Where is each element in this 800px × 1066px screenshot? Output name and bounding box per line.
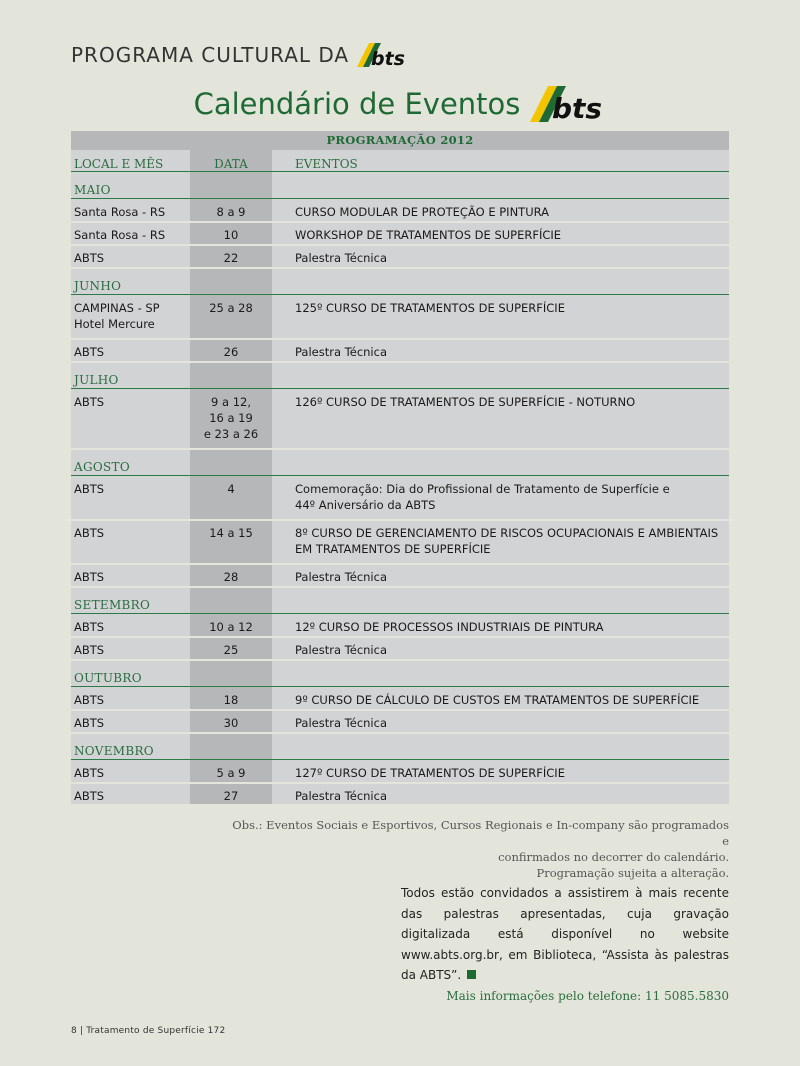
month-rule [71, 759, 729, 760]
row-local-line: ABTS [74, 482, 105, 496]
row-local-line: ABTS [74, 345, 105, 359]
row-event [295, 227, 727, 243]
row-date [190, 300, 272, 316]
row-date-line: 5 a 9 [216, 766, 246, 780]
row-separator [71, 563, 729, 565]
row-date-line: 10 [223, 228, 239, 242]
row-local [74, 204, 186, 220]
row-date [190, 344, 272, 360]
month-label: JULHO [74, 373, 119, 387]
row-local [74, 788, 186, 804]
row-local-line: ABTS [74, 620, 105, 634]
month-label: NOVEMBRO [74, 744, 154, 758]
row-event [295, 344, 727, 360]
row-local-line: ABTS [74, 789, 105, 803]
month-label: JUNHO [74, 279, 122, 293]
row-event [295, 204, 727, 220]
row-event-line: EM TRATAMENTOS DE SUPERFÍCIE [295, 542, 491, 556]
row-event-line: 126º CURSO DE TRATAMENTOS DE SUPERFÍCIE - NOTURNO [295, 395, 636, 409]
row-event-line: 12º CURSO DE PROCESSOS INDUSTRIAIS DE PINTURA [295, 620, 604, 634]
row-local-line: ABTS [74, 395, 105, 409]
row-event [295, 394, 727, 410]
title-row [0, 84, 800, 124]
row-event [295, 642, 727, 658]
row-date-line: 22 [223, 251, 239, 265]
obs-line: Obs.: Eventos Sociais e Esportivos, Cursos Regionais e In-company são programados e [232, 818, 729, 848]
column-header-eventos: EVENTOS [295, 157, 358, 171]
invitation-text: Todos estão convidados a assistirem à mais recente das palestras apresentadas, cuja gravação digitalizada está disponível no website www.abts.org.br, em Biblioteca, “Assista às palestras da ABTS”. [401, 886, 729, 982]
row-date [190, 692, 272, 708]
row-date-line: 10 a 12 [209, 620, 253, 634]
row-date-line: 4 [227, 482, 235, 496]
row-local [74, 765, 186, 781]
row-local [74, 715, 186, 731]
row-event [295, 525, 727, 557]
program-header-text: PROGRAMA CULTURAL DA [71, 43, 350, 67]
programacao-banner: PROGRAMAÇÃO 2012 [71, 131, 729, 150]
row-event-line: Comemoração: Dia do Profissional de Tratamento de Superfície e [295, 482, 670, 496]
row-local [74, 344, 186, 360]
month-label: MAIO [74, 183, 111, 197]
row-local [74, 250, 186, 266]
row-event-line: 9º CURSO DE CÁLCULO DE CUSTOS EM TRATAMENTOS DE SUPERFÍCIE [295, 693, 700, 707]
row-date-line: 28 [223, 570, 239, 584]
month-label: SETEMBRO [74, 598, 151, 612]
month-label: OUTUBRO [74, 671, 142, 685]
row-date-line: 9 a 12, [211, 395, 251, 409]
row-date [190, 765, 272, 781]
row-separator [71, 244, 729, 246]
row-local [74, 619, 186, 635]
row-local [74, 692, 186, 708]
row-event-line: Palestra Técnica [295, 716, 387, 730]
row-date [190, 227, 272, 243]
row-date [190, 569, 272, 585]
row-date [190, 619, 272, 635]
month-rule [71, 294, 729, 295]
row-separator [71, 448, 729, 450]
row-separator [71, 636, 729, 638]
row-separator [71, 267, 729, 269]
row-date-line: 25 [223, 643, 239, 657]
end-square-icon [467, 970, 476, 979]
events-table [71, 131, 729, 804]
row-event [295, 569, 727, 585]
row-local [74, 481, 186, 497]
row-date-line: 16 a 19 [209, 411, 253, 425]
row-separator [71, 805, 729, 807]
row-separator [71, 338, 729, 340]
row-event-line: Palestra Técnica [295, 251, 387, 265]
observation-note [229, 817, 729, 881]
row-event-line: 125º CURSO DE TRATAMENTOS DE SUPERFÍCIE [295, 301, 565, 315]
month-rule [71, 388, 729, 389]
page-title: Calendário de Eventos [193, 87, 521, 121]
invitation-paragraph [401, 883, 729, 986]
row-local-line: Santa Rosa - RS [74, 228, 166, 242]
header-rule [71, 171, 729, 172]
row-event-line: Palestra Técnica [295, 570, 387, 584]
row-separator [71, 586, 729, 588]
row-date-line: 25 a 28 [209, 301, 253, 315]
row-date [190, 715, 272, 731]
row-event [295, 715, 727, 731]
row-date [190, 788, 272, 804]
row-local-line: ABTS [74, 716, 105, 730]
obs-line: Programação sujeita a alteração. [536, 866, 729, 880]
row-local [74, 300, 186, 332]
row-event-line: Palestra Técnica [295, 789, 387, 803]
page-footer: 8 | Tratamento de Superfície 172 [71, 1026, 226, 1036]
svg-text:bts: bts [371, 48, 406, 69]
row-local-line: Santa Rosa - RS [74, 205, 166, 219]
row-event-line: 8º CURSO DE GERENCIAMENTO DE RISCOS OCUPACIONAIS E AMBIENTAIS [295, 526, 719, 540]
row-local-line: Hotel Mercure [74, 317, 155, 331]
obs-line: confirmados no decorrer do calendário. [498, 850, 729, 864]
row-event [295, 692, 727, 708]
row-date [190, 204, 272, 220]
row-local-line: ABTS [74, 693, 105, 707]
row-date-line: 18 [223, 693, 239, 707]
column-header-data: DATA [214, 157, 248, 171]
row-separator [71, 221, 729, 223]
row-date-line: e 23 a 26 [203, 427, 259, 441]
month-rule [71, 198, 729, 199]
row-event [295, 788, 727, 804]
row-local [74, 525, 186, 541]
row-date [190, 525, 272, 541]
row-separator [71, 732, 729, 734]
row-local-line: ABTS [74, 570, 105, 584]
row-date [190, 481, 272, 497]
more-info: Mais informações pelo telefone: 11 5085.5830 [446, 989, 729, 1003]
row-event-line: Palestra Técnica [295, 643, 387, 657]
row-event-line: WORKSHOP DE TRATAMENTOS DE SUPERFÍCIE [295, 228, 562, 242]
row-event-line: 127º CURSO DE TRATAMENTOS DE SUPERFÍCIE [295, 766, 565, 780]
row-separator [71, 782, 729, 784]
month-rule [71, 475, 729, 476]
row-date [190, 250, 272, 266]
row-separator [71, 659, 729, 661]
row-local [74, 227, 186, 243]
row-local [74, 394, 186, 410]
column-header-local: LOCAL E MÊS [74, 157, 164, 171]
row-separator [71, 709, 729, 711]
abts-logo-small [355, 41, 407, 69]
row-event [295, 765, 727, 781]
row-date-line: 14 a 15 [209, 526, 253, 540]
row-event [295, 300, 727, 316]
program-header [71, 40, 407, 70]
row-date [190, 394, 272, 442]
row-date-line: 30 [223, 716, 239, 730]
month-rule [71, 613, 729, 614]
row-event-line: Palestra Técnica [295, 345, 387, 359]
svg-text:bts: bts [552, 92, 603, 124]
row-date [190, 642, 272, 658]
month-label: AGOSTO [74, 460, 130, 474]
row-local-line: ABTS [74, 643, 105, 657]
row-event [295, 619, 727, 635]
row-event [295, 481, 727, 513]
row-local [74, 642, 186, 658]
row-local-line: ABTS [74, 526, 105, 540]
row-separator [71, 361, 729, 363]
row-date-line: 27 [223, 789, 239, 803]
month-rule [71, 686, 729, 687]
row-local [74, 569, 186, 585]
row-local-line: ABTS [74, 766, 105, 780]
row-date-line: 26 [223, 345, 239, 359]
row-separator [71, 519, 729, 521]
row-event [295, 250, 727, 266]
row-event-line: 44º Aniversário da ABTS [295, 498, 436, 512]
row-date-line: 8 a 9 [216, 205, 246, 219]
row-local-line: ABTS [74, 251, 105, 265]
row-local-line: CAMPINAS - SP [74, 301, 160, 315]
row-event-line: CURSO MODULAR DE PROTEÇÃO E PINTURA [295, 205, 550, 219]
abts-logo-large [528, 84, 606, 124]
